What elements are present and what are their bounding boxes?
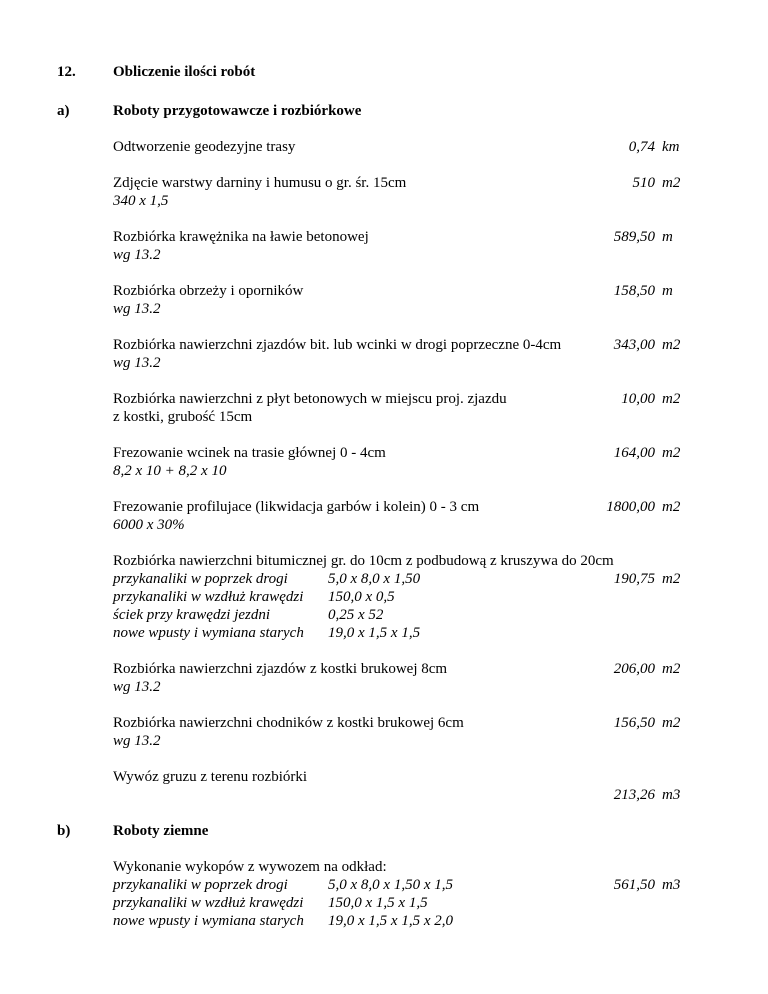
item-unit: m2	[662, 715, 681, 731]
item-quantity: 589,50	[613, 229, 655, 245]
calc-label: przykanaliki w poprzek drogi	[113, 571, 288, 587]
item-unit: m2	[662, 175, 681, 191]
calc-formula: 19,0 x 1,5 x 1,5 x 2,0	[328, 913, 453, 929]
calc-label: przykanaliki w wzdłuż krawędzi	[113, 895, 304, 911]
item-quantity: 510	[632, 175, 655, 191]
item-quantity: 156,50	[613, 715, 655, 731]
item-unit: km	[662, 139, 680, 155]
item-calculation: wg 13.2	[113, 301, 161, 317]
item-unit: m	[662, 229, 673, 245]
calc-label: nowe wpusty i wymiana starych	[113, 625, 304, 641]
calc-label: przykanaliki w wzdłuż krawędzi	[113, 589, 304, 605]
item-description: Odtworzenie geodezyjne trasy	[113, 139, 296, 155]
part-a-title: Roboty przygotowawcze i rozbiórkowe	[113, 103, 362, 119]
part-b-title: Roboty ziemne	[113, 823, 209, 839]
item-description: Zdjęcie warstwy darniny i humusu o gr. śr. 15cm	[113, 175, 407, 191]
item-description: Rozbiórka nawierzchni zjazdów z kostki brukowej 8cm	[113, 661, 448, 677]
item-unit: m2	[662, 499, 681, 515]
item-unit: m2	[662, 571, 681, 587]
item-unit: m2	[662, 445, 681, 461]
calc-formula: 5,0 x 8,0 x 1,50 x 1,5	[328, 877, 453, 893]
calc-label: nowe wpusty i wymiana starych	[113, 913, 304, 929]
item-description: Rozbiórka obrzeży i oporników	[113, 283, 304, 299]
item-calculation: 8,2 x 10 + 8,2 x 10	[113, 463, 227, 479]
item-description: Frezowanie profilujace (likwidacja garbów i kolein) 0 - 3 cm	[113, 499, 480, 515]
item-calculation: wg 13.2	[113, 355, 161, 371]
item-description: Rozbiórka nawierzchni bitumicznej gr. do 10cm z podbudową z kruszywa do 20cm	[113, 553, 614, 569]
calc-formula: 150,0 x 1,5 x 1,5	[328, 895, 428, 911]
item-quantity: 343,00	[613, 337, 655, 353]
item-quantity: 164,00	[613, 445, 655, 461]
item-description-continued: z kostki, grubość 15cm	[113, 409, 253, 425]
item-quantity: 561,50	[613, 877, 655, 893]
item-quantity: 10,00	[621, 391, 655, 407]
item-quantity: 0,74	[628, 139, 655, 155]
calc-formula: 5,0 x 8,0 x 1,50	[328, 571, 421, 587]
section-number: 12.	[57, 64, 76, 80]
item-quantity: 1800,00	[606, 499, 655, 515]
part-b-letter: b)	[57, 823, 71, 839]
item-description: Wykonanie wykopów z wywozem na odkład:	[113, 859, 387, 875]
item-quantity: 158,50	[613, 283, 655, 299]
item-quantity: 206,00	[613, 661, 655, 677]
item-calculation: 6000 x 30%	[113, 517, 185, 533]
calc-label: ściek przy krawędzi jezdni	[113, 607, 271, 623]
item-unit: m2	[662, 391, 681, 407]
item-description: Wywóz gruzu z terenu rozbiórki	[113, 769, 308, 785]
item-unit: m3	[662, 787, 681, 803]
calc-formula: 0,25 x 52	[328, 607, 384, 623]
item-calculation: wg 13.2	[113, 679, 161, 695]
item-unit: m2	[662, 661, 681, 677]
item-description: Rozbiórka krawężnika na ławie betonowej	[113, 229, 369, 245]
item-quantity: 213,26	[613, 787, 655, 803]
calc-label: przykanaliki w poprzek drogi	[113, 877, 288, 893]
item-calculation: 340 x 1,5	[113, 193, 169, 209]
item-unit: m2	[662, 337, 681, 353]
calc-formula: 19,0 x 1,5 x 1,5	[328, 625, 421, 641]
calc-formula: 150,0 x 0,5	[328, 589, 395, 605]
item-calculation: wg 13.2	[113, 733, 161, 749]
item-calculation: wg 13.2	[113, 247, 161, 263]
item-description: Rozbiórka nawierzchni z płyt betonowych w miejscu proj. zjazdu	[113, 391, 507, 407]
section-title: Obliczenie ilości robót	[113, 64, 256, 80]
item-description: Rozbiórka nawierzchni chodników z kostki brukowej 6cm	[113, 715, 464, 731]
item-unit: m3	[662, 877, 681, 893]
item-description: Rozbiórka nawierzchni zjazdów bit. lub wcinki w drogi poprzeczne 0-4cm	[113, 337, 562, 353]
part-a-letter: a)	[57, 103, 70, 119]
item-unit: m	[662, 283, 673, 299]
item-description: Frezowanie wcinek na trasie głównej 0 - 4cm	[113, 445, 386, 461]
item-quantity: 190,75	[613, 571, 655, 587]
